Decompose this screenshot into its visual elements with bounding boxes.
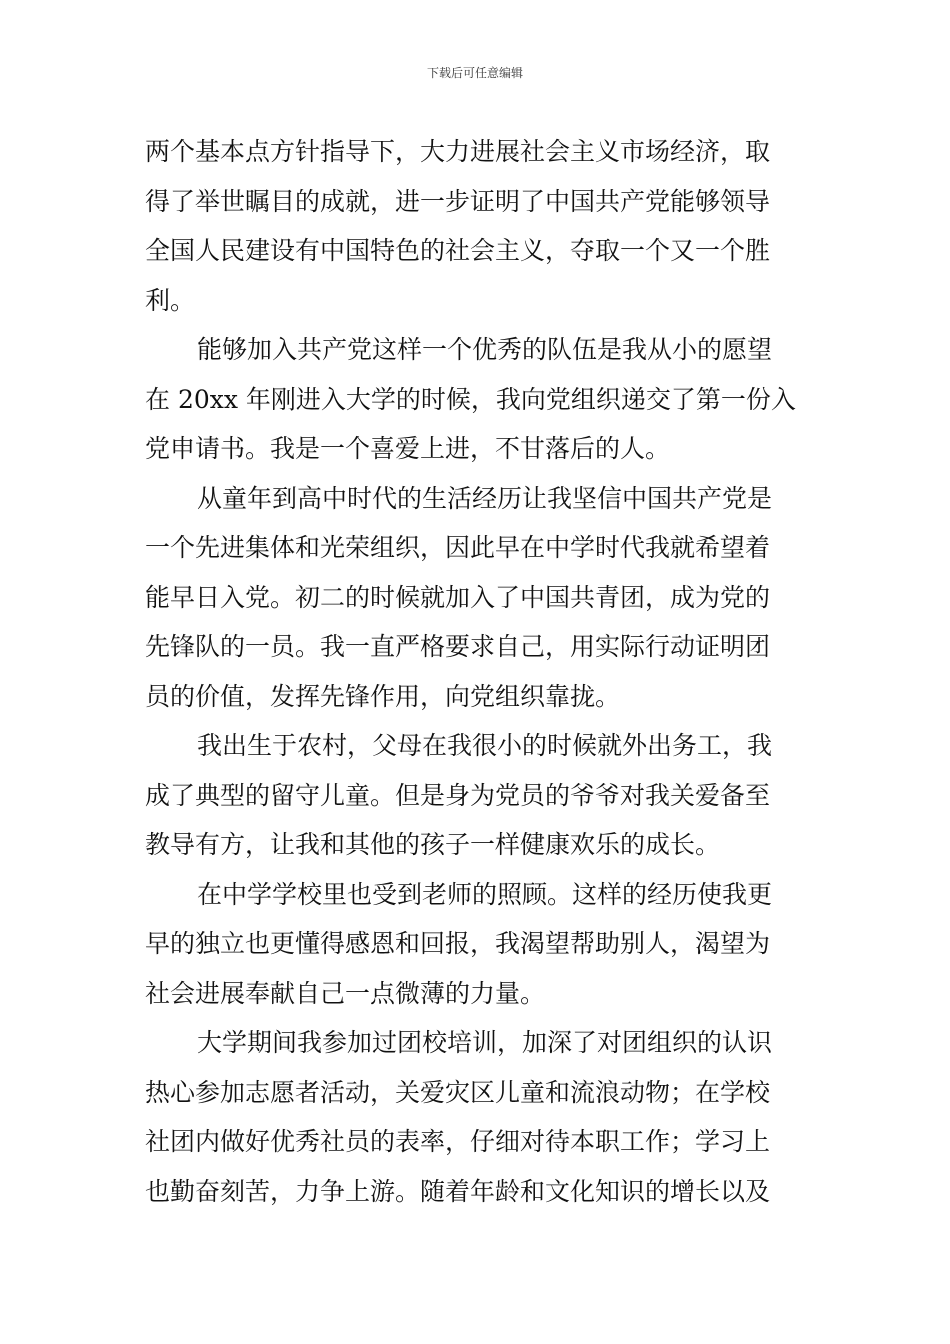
document-body — [145, 127, 810, 1216]
text-line: 得了举世瞩目的成就，进一步证明了中国共产党能够领导 — [145, 186, 771, 216]
text-line: 一个先进集体和光荣组织，因此早在中学时代我就希望着 — [145, 533, 771, 562]
paragraph-first-line: 能够加入共产党这样一个优秀的队伍是我从小的愿望 — [197, 335, 773, 364]
text-line: 先锋队的一员。我一直严格要求自己，用实际行动证明团 — [145, 632, 771, 661]
text-line: 社会进展奉献自己一点微薄的力量。 — [145, 978, 546, 1008]
text-line: 热心参加志愿者活动，关爱灾区儿童和流浪动物；在学校 — [145, 1077, 771, 1107]
paragraph-first-line: 从童年到高中时代的生活经历让我坚信中国共产党是 — [197, 483, 773, 513]
text-line: 早的独立也更懂得感恩和回报，我渴望帮助别人，渴望为 — [145, 929, 771, 958]
text-line: 全国人民建设有中国特色的社会主义，夺取一个又一个胜 — [145, 236, 771, 265]
text-line: 员的价值，发挥先锋作用，向党组织靠拢。 — [145, 681, 621, 711]
text-line: 也勤奋刻苦，力争上游。随着年龄和文化知识的增长以及 — [145, 1176, 771, 1206]
text-line: 党申请书。我是一个喜爱上进，不甘落后的人。 — [145, 434, 671, 463]
text-line: 成了典型的留守儿童。但是身为党员的爷爷对我关爱备至 — [145, 780, 771, 810]
text-line: 社团内做好优秀社员的表率，仔细对待本职工作；学习上 — [145, 1127, 771, 1156]
text-line: 能早日入党。初二的时候就加入了中国共青团，成为党的 — [145, 582, 771, 612]
paragraph-first-line: 大学期间我参加过团校培训，加深了对团组织的认识 — [197, 1028, 773, 1057]
paragraph-first-line: 我出生于农村，父母在我很小的时候就外出务工，我 — [197, 731, 773, 760]
page-header: 下载后可任意编辑 — [426, 66, 523, 80]
text-line: 利。 — [145, 285, 196, 315]
paragraph-first-line: 在中学学校里也受到老师的照顾。这样的经历使我更 — [197, 879, 773, 909]
text-line: 教导有方，让我和其他的孩子一样健康欢乐的成长。 — [145, 830, 721, 859]
text-line: 两个基本点方针指导下，大力进展社会主义市场经济，取 — [145, 137, 771, 166]
text-line: 在 20xx 年刚进入大学的时候，我向党组织递交了第一份入 — [145, 384, 796, 414]
